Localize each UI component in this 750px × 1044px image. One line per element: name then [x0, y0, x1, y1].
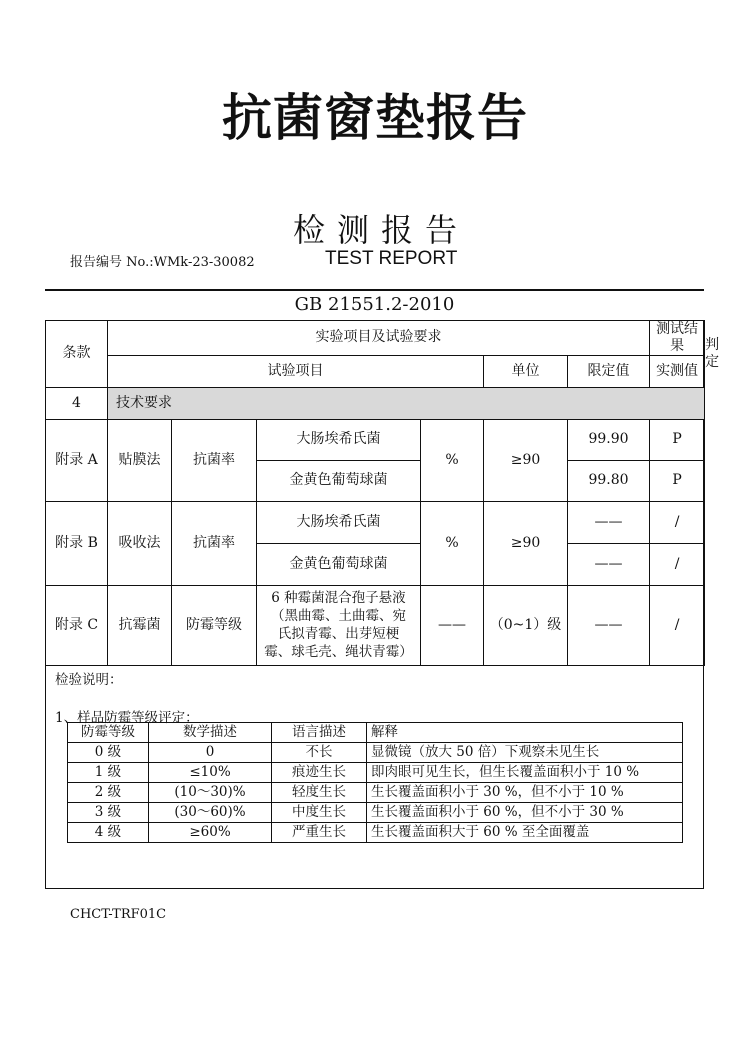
section-row — [46, 387, 705, 419]
appendix-b-limit: ≥90 — [484, 501, 568, 585]
description-line: 霉、球毛壳、绳状青霉） — [264, 644, 413, 661]
verdict-cell: P — [650, 460, 705, 501]
appendix-c-method: 抗霉菌 — [108, 585, 172, 665]
table-row — [46, 501, 705, 543]
mould-grade-table — [67, 722, 683, 843]
grade-cell: ≤10% — [149, 763, 272, 783]
measured-cell: 99.90 — [568, 419, 650, 460]
standard-code: GB 21551.2-2010 — [294, 294, 455, 315]
grade-cell: 中度生长 — [272, 803, 367, 823]
appendix-b-clause: 附录 B — [46, 501, 108, 585]
organism-cell: 金黄色葡萄球菌 — [257, 460, 421, 501]
appendix-c-verdict: / — [650, 585, 705, 665]
organism-cell: 金黄色葡萄球菌 — [257, 543, 421, 585]
grade-header-cell: 语言描述 — [272, 723, 367, 743]
section-label: 技术要求 — [108, 387, 705, 419]
appendix-b-item: 抗菌率 — [172, 501, 257, 585]
report-title-cn: 检测报告 — [292, 211, 469, 249]
grade-cell: 0 级 — [68, 743, 149, 763]
measured-cell: 99.80 — [568, 460, 650, 501]
header-clause: 条款 — [46, 321, 108, 388]
appendix-a-method: 贴膜法 — [108, 419, 172, 501]
appendix-c-measured: —— — [568, 585, 650, 665]
organism-cell: 大肠埃希氏菌 — [257, 501, 421, 543]
table-row — [46, 419, 705, 460]
grade-cell: 2 级 — [68, 783, 149, 803]
appendix-b-unit: % — [421, 501, 484, 585]
section-clause: 4 — [46, 387, 108, 419]
description-line: 氏拟青霉、出芽短梗 — [277, 626, 400, 643]
appendix-c-item: 防霉等级 — [172, 585, 257, 665]
grade-cell: 轻度生长 — [272, 783, 367, 803]
appendix-a-clause: 附录 A — [46, 419, 108, 501]
appendix-c-clause: 附录 C — [46, 585, 108, 665]
table-row — [46, 585, 705, 665]
grade-cell: 不长 — [272, 743, 367, 763]
appendix-a-limit: ≥90 — [484, 419, 568, 501]
grade-header-cell: 防霉等级 — [68, 723, 149, 743]
appendix-c-description — [257, 585, 421, 665]
grade-cell: (10～30)% — [149, 783, 272, 803]
description-line: （黑曲霉、土曲霉、宛 — [271, 607, 406, 624]
header-limit: 限定值 — [568, 355, 650, 387]
grade-cell: 显微镜（放大 50 倍）下观察未见生长 — [367, 743, 683, 763]
appendix-c-limit: （0~1）级 — [484, 585, 568, 665]
grade-cell: (30～60)% — [149, 803, 272, 823]
grade-cell: 严重生长 — [272, 823, 367, 843]
footer-code: CHCT-TRF01C — [70, 907, 167, 922]
grade-header-cell: 解释 — [367, 723, 683, 743]
appendix-a-item: 抗菌率 — [172, 419, 257, 501]
results-table — [45, 320, 720, 666]
header-test-result: 测试结果 — [650, 321, 705, 356]
page-title: 抗菌窗垫报告 — [222, 89, 528, 147]
measured-cell: —— — [568, 543, 650, 585]
grade-header-cell: 数学描述 — [149, 723, 272, 743]
header-test-item: 试验项目 — [108, 355, 484, 387]
grade-row — [68, 743, 683, 763]
header-items-requirements: 实验项目及试验要求 — [108, 321, 650, 356]
header-measured: 实测值 — [650, 355, 705, 387]
header-row-1: 条款 实验项目及试验要求 测试结果 判定 — [46, 321, 705, 356]
grade-row — [68, 783, 683, 803]
header-row-2 — [46, 355, 705, 387]
description-line: 6 种霉菌混合孢子悬液 — [271, 589, 406, 606]
grade-header-row — [68, 723, 683, 743]
grade-heading: 1、样品防霉等级评定： — [55, 710, 199, 726]
grade-cell: 生长覆盖面积小于 60 %，但不小于 30 % — [367, 803, 683, 823]
header-unit: 单位 — [484, 355, 568, 387]
notes-label: 检验说明： — [55, 672, 123, 688]
grade-cell: 即肉眼可见生长，但生长覆盖面积小于 10 % — [367, 763, 683, 783]
organism-cell: 大肠埃希氏菌 — [257, 419, 421, 460]
grade-row — [68, 803, 683, 823]
grade-cell: 生长覆盖面积小于 30 %，但不小于 10 % — [367, 783, 683, 803]
top-rule — [45, 289, 704, 291]
verdict-cell: / — [650, 543, 705, 585]
report-title-en: TEST REPORT — [325, 248, 458, 269]
grade-row — [68, 823, 683, 843]
appendix-b-method: 吸收法 — [108, 501, 172, 585]
verdict-cell: P — [650, 419, 705, 460]
grade-cell: 1 级 — [68, 763, 149, 783]
grade-cell: 3 级 — [68, 803, 149, 823]
verdict-cell: / — [650, 501, 705, 543]
report-number: 报告编号 No.:WMk-23-30082 — [70, 255, 255, 270]
grade-cell: 0 — [149, 743, 272, 763]
grade-cell: 痕迹生长 — [272, 763, 367, 783]
measured-cell: —— — [568, 501, 650, 543]
appendix-a-unit: % — [421, 419, 484, 501]
grade-row — [68, 763, 683, 783]
grade-cell: 生长覆盖面积大于 60 % 至全面覆盖 — [367, 823, 683, 843]
appendix-c-unit: —— — [421, 585, 484, 665]
grade-cell: 4 级 — [68, 823, 149, 843]
grade-cell: ≥60% — [149, 823, 272, 843]
